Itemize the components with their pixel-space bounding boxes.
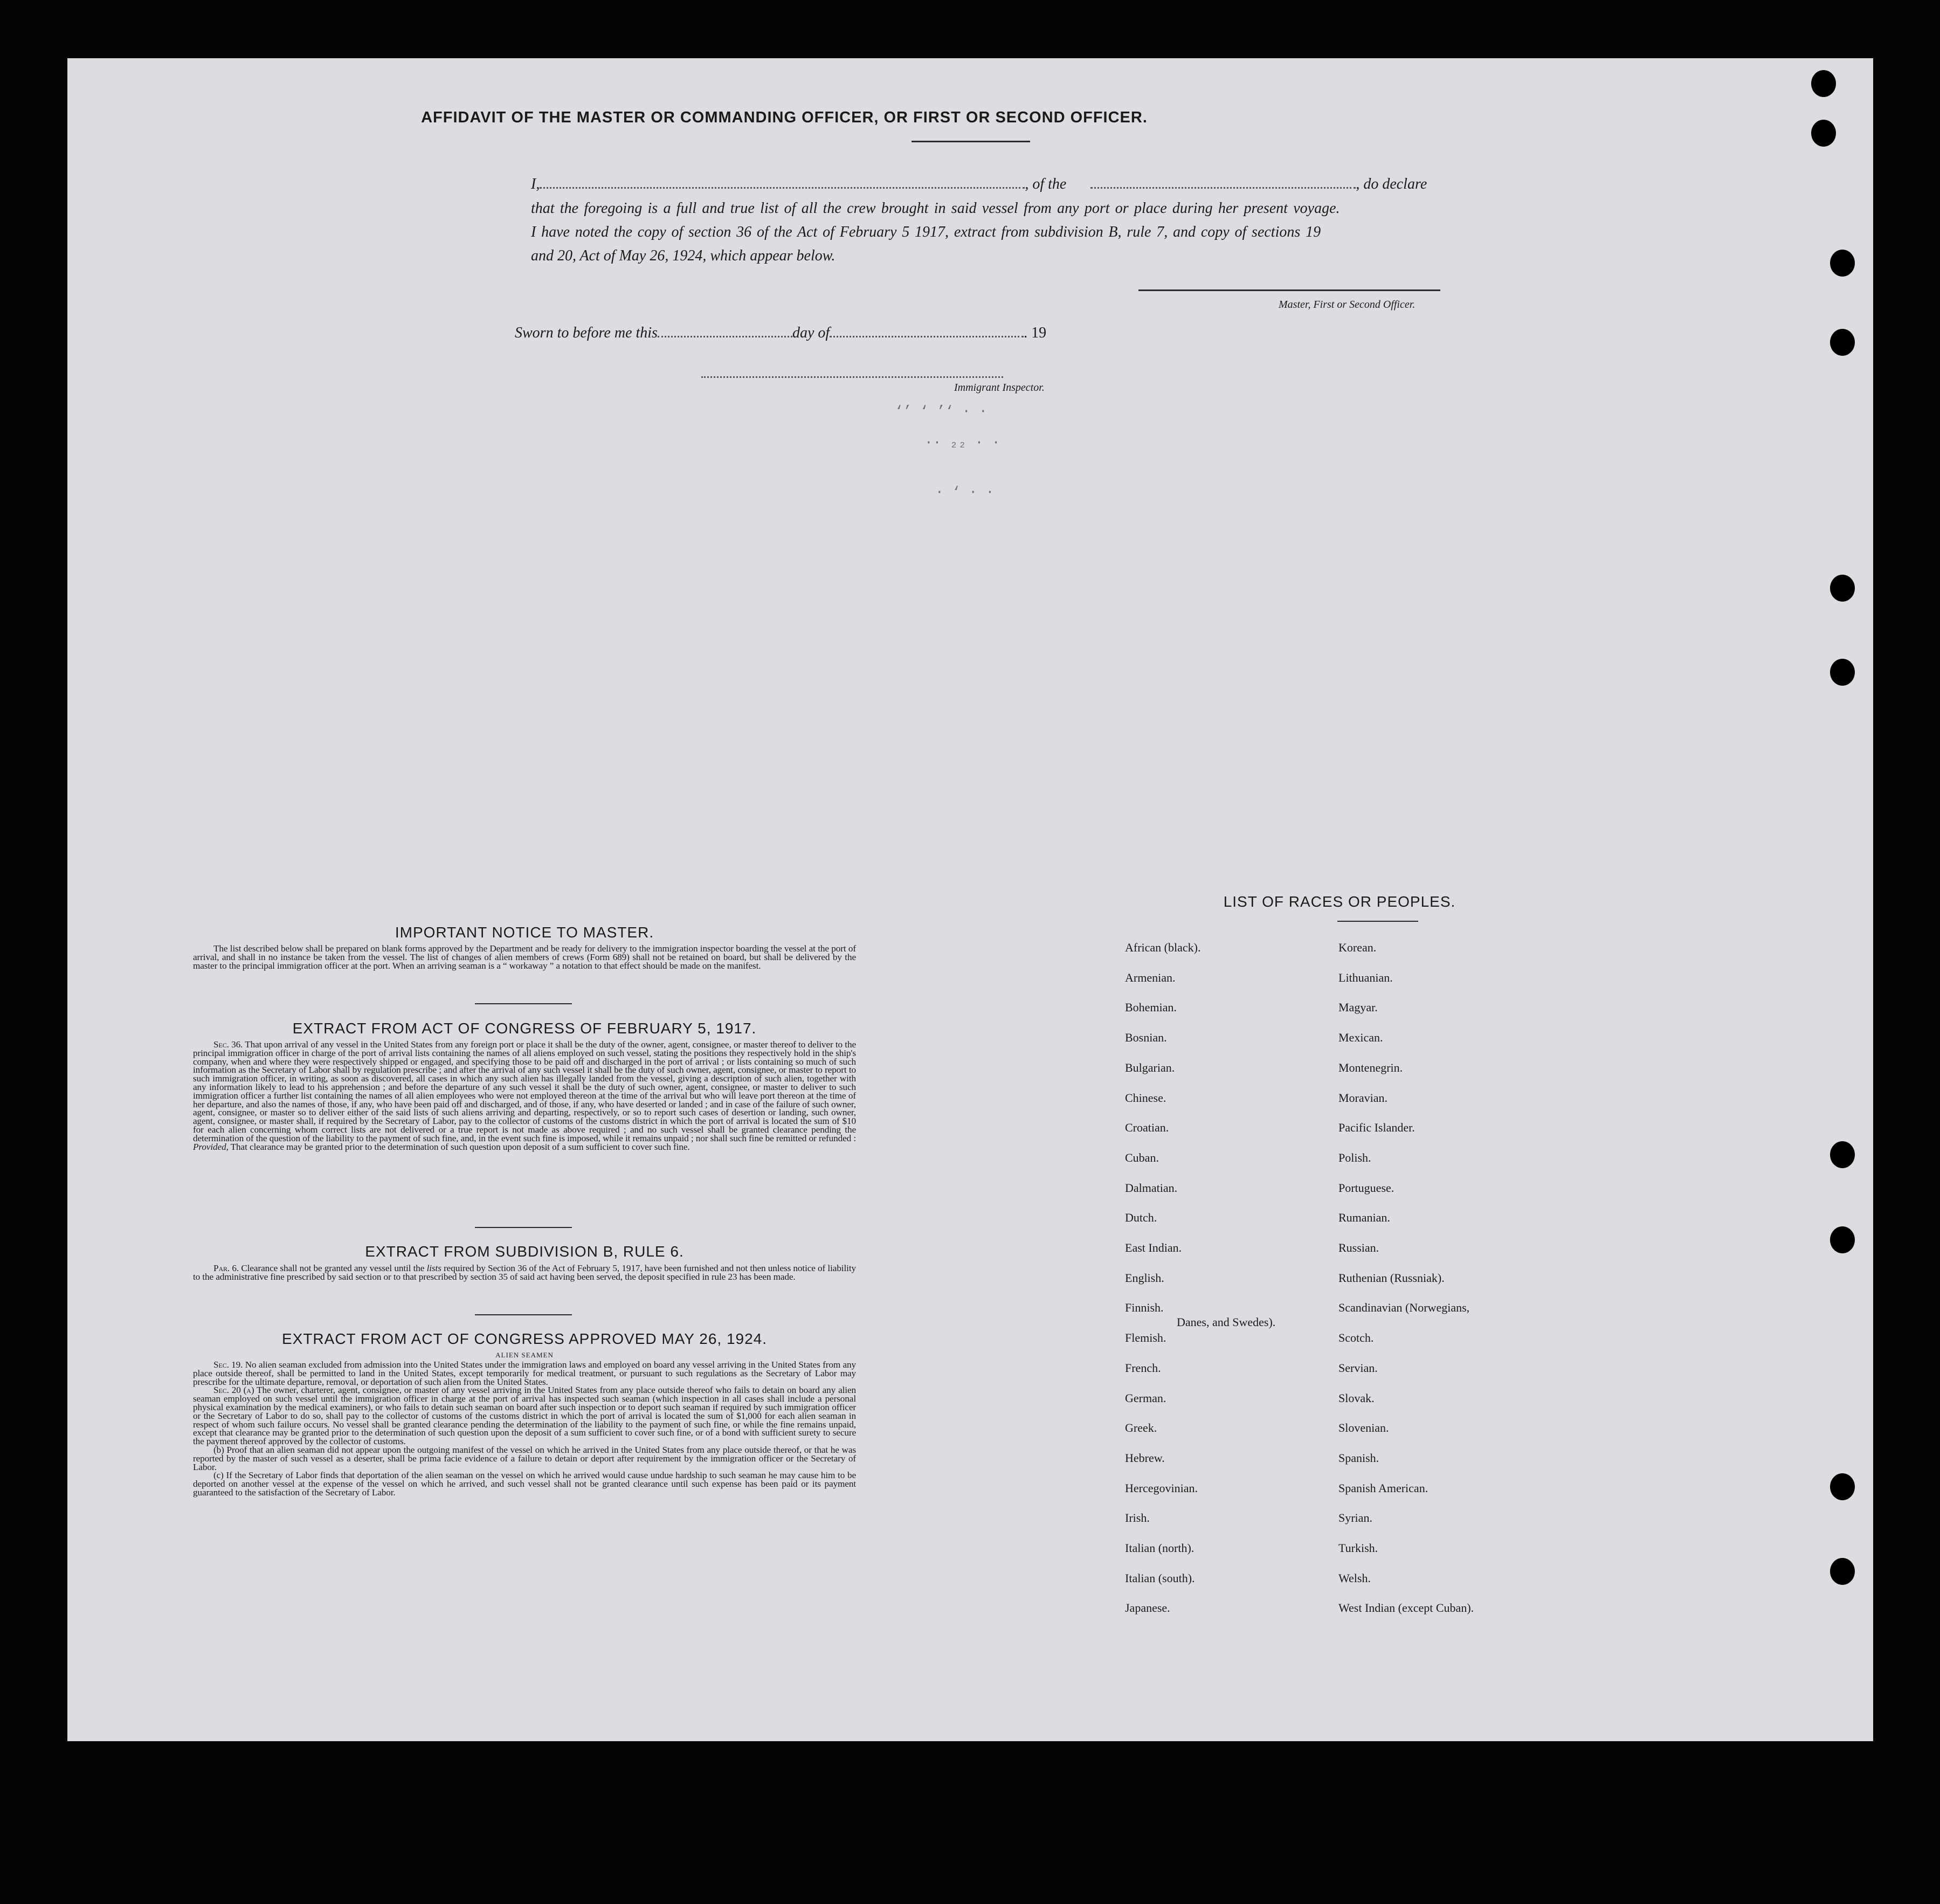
sworn-day-of: day of	[792, 325, 830, 341]
punch-hole	[1830, 1473, 1855, 1500]
rule6-text-a: Clearance shall not be granted any vessel until the	[241, 1263, 425, 1273]
race-item: Servian.	[1338, 1361, 1378, 1375]
extract-1917-body	[193, 1040, 856, 1151]
race-item: Mexican.	[1338, 1031, 1383, 1045]
divider	[475, 1003, 572, 1004]
title-rule	[912, 141, 1030, 142]
race-item: Flemish.	[1125, 1331, 1166, 1345]
race-item: West Indian (except Cuban).	[1338, 1601, 1474, 1615]
declaration-i: I,	[531, 176, 540, 192]
race-item: Dutch.	[1125, 1211, 1157, 1225]
punch-hole	[1830, 575, 1855, 602]
race-item: French.	[1125, 1361, 1161, 1375]
sec-19-label: Sec. 19.	[213, 1360, 243, 1370]
notice-body	[193, 944, 856, 970]
extract-1924-body	[193, 1361, 856, 1497]
lists-word: lists	[426, 1263, 441, 1273]
races-title-rule	[1337, 921, 1418, 922]
declaration-line-3: I have noted the copy of section 36 of the Act of February 5 1917, extract from subdivision B, rule 7, and copy of sections 19	[531, 224, 1321, 240]
sec-36-text-end: That clearance may be granted prior to the determination of such question upon deposit of a sum sufficient to cover such fine.	[230, 1141, 690, 1152]
race-item: Hebrew.	[1125, 1451, 1165, 1465]
race-item: Slovenian.	[1338, 1421, 1389, 1435]
sec-20c-text: If the Secretary of Labor finds that deportation of the alien seaman on the vessel on which he arrived would cause undue hardship to such seaman he may cause him to be deported on another vessel at the expense of the vessel on which he arrived, and such vessel shall not be granted clearance until such expense has been paid or its payment guaranteed to the satisfaction of the Secretary of Labor.	[193, 1470, 856, 1498]
notice-title: IMPORTANT NOTICE TO MASTER.	[395, 924, 654, 941]
race-item: Moravian.	[1338, 1091, 1388, 1105]
race-item: East Indian.	[1125, 1241, 1182, 1254]
bleed-through-marks: · ‘ · ·	[935, 484, 995, 500]
race-item: Turkish.	[1338, 1541, 1378, 1555]
race-item: Welsh.	[1338, 1571, 1371, 1585]
sec-20a-text: The owner, charterer, agent, consignee, or master of any vessel arriving in the United States from any place outside thereof who fails to detain on board any alien seaman employed on such vessel until the immigration officer in charge at the port of arrival has inspected such seaman (which inspection in all cases shall include a personal physical examination by the medical examiners), or who fails to detain such seaman on board after such inspection or to deport such seaman if required by such immigration officer or the Secretary of Labor to do so, shall pay to the collector of customs of the customs district in which the port of arrival is located the sum of $1,000 for each alien seaman in respect of whom such failure occurs. No vessel shall be granted clearance pending the determination of the liability to the payment of such fine, or while the fine remains unpaid, except that clearance may be granted prior to the determination of such question upon the deposit of a sum sufficient to cover such fine, or of a bond with sufficient surety to secure the payment thereof approved by the collector of customs.	[193, 1385, 857, 1447]
extract-rule6-body	[193, 1264, 856, 1281]
declaration-line-2: that the foregoing is a full and true list of all the crew brought in said vessel from any port or place during her present voyage.	[531, 200, 1340, 217]
sec-20b-label: (b)	[213, 1444, 224, 1455]
punch-hole	[1830, 1141, 1855, 1168]
notice-text: The list described below shall be prepared on blank forms approved by the Department and be ready for delivery to the immigration inspector boarding the vessel at the port of arrival, and shall in no instance be taken from the vessel. The list of changes of alien members of crews (Form 689) shall not be retained on board, but shall be delivered by the master to the principal immigration officer at the port. When an arriving seaman is a “ workaway ” a notation to that effect should be made on the manifest.	[193, 943, 856, 971]
sec-20-label: Sec. 20 (a)	[213, 1385, 254, 1396]
race-item: Scandinavian (Norwegians,	[1338, 1301, 1470, 1315]
race-item: Scotch.	[1338, 1331, 1374, 1345]
sworn-text: Sworn to before me this	[515, 325, 658, 341]
divider	[475, 1227, 572, 1228]
sec-36-label: Sec. 36.	[213, 1039, 243, 1050]
vessel-field[interactable]	[1090, 185, 1356, 189]
race-item: Magyar.	[1338, 1001, 1378, 1015]
race-item: Montenegrin.	[1338, 1060, 1403, 1074]
race-item: Greek.	[1125, 1421, 1157, 1435]
race-item: Cuban.	[1125, 1150, 1159, 1164]
punch-hole	[1830, 1558, 1855, 1585]
race-item: Syrian.	[1338, 1511, 1372, 1525]
race-item: Italian (north).	[1125, 1541, 1195, 1555]
race-item: Polish.	[1338, 1150, 1371, 1164]
race-item: English.	[1125, 1271, 1164, 1285]
sworn-day-field[interactable]	[658, 334, 792, 337]
race-scandinavian-continued: Danes, and Swedes).	[1177, 1315, 1276, 1329]
declaration-line-4: and 20, Act of May 26, 1924, which appear below.	[531, 247, 836, 264]
race-item: Spanish.	[1338, 1451, 1379, 1465]
punch-hole	[1830, 329, 1855, 356]
race-item: Irish.	[1125, 1511, 1150, 1525]
divider	[475, 1314, 572, 1315]
race-item: Italian (south).	[1125, 1571, 1195, 1585]
race-item: Bosnian.	[1125, 1031, 1167, 1045]
race-item: African (black).	[1125, 941, 1201, 954]
race-item: German.	[1125, 1391, 1166, 1405]
bleed-through-marks: ·· ₂₂ · ·	[924, 434, 1000, 451]
alien-seamen-subtitle: ALIEN SEAMEN	[495, 1351, 554, 1359]
extract-1917-title: EXTRACT FROM ACT OF CONGRESS OF FEBRUARY 5, 1917.	[292, 1020, 757, 1037]
extract-1924-title: EXTRACT FROM ACT OF CONGRESS APPROVED MAY 26, 1924.	[281, 1330, 768, 1347]
race-item: Slovak.	[1338, 1391, 1375, 1405]
race-item: Hercegovinian.	[1125, 1481, 1198, 1495]
punch-hole	[1811, 120, 1836, 147]
punch-hole	[1830, 659, 1855, 686]
punch-hole	[1830, 1226, 1855, 1253]
race-item: Armenian.	[1125, 970, 1176, 984]
race-item: Bohemian.	[1125, 1001, 1177, 1015]
punch-hole	[1811, 70, 1836, 97]
inspector-signature-line[interactable]	[701, 374, 1003, 378]
sworn-month-field[interactable]	[830, 334, 1024, 337]
race-item: Russian.	[1338, 1241, 1379, 1254]
name-field[interactable]	[540, 185, 1025, 189]
sec-19-text: No alien seaman excluded from admission into the United States under the immigration laws and employed on board any vessel arriving in the United States from any place outside thereof, shall be permitted to land in the United States, except temporarily for medical treatment, or pursuant to such regulations as the Secretary of Labor may prescribe for the ultimate departure, removal, or deportation of such alien from the United States.	[193, 1360, 857, 1387]
bleed-through-marks: ‘’ ‘ ’‘ · ·	[895, 403, 988, 419]
race-item: Pacific Islander.	[1338, 1121, 1415, 1135]
race-item: Portuguese.	[1338, 1181, 1394, 1195]
par-6-label: Par. 6.	[213, 1263, 239, 1273]
affidavit-title: AFFIDAVIT OF THE MASTER OR COMMANDING OFFICER, OR FIRST OR SECOND OFFICER.	[421, 109, 1148, 126]
provided-word: Provided,	[193, 1141, 229, 1152]
signature-line[interactable]	[1138, 289, 1440, 291]
race-item: Lithuanian.	[1338, 970, 1393, 984]
inspector-label: Immigrant Inspector.	[954, 382, 1045, 394]
race-item: Korean.	[1338, 941, 1377, 954]
races-title: LIST OF RACES OR PEOPLES.	[1223, 893, 1456, 910]
declaration-of-the: , of the	[1025, 176, 1067, 192]
race-item: Croatian.	[1125, 1121, 1169, 1135]
sworn-line	[515, 325, 1046, 342]
race-item: Finnish.	[1125, 1301, 1164, 1315]
race-item: Spanish American.	[1338, 1481, 1428, 1495]
race-item: Japanese.	[1125, 1601, 1170, 1615]
signature-label: Master, First or Second Officer.	[1279, 299, 1416, 311]
sec-36-text: That upon arrival of any vessel in the United States from any foreign port or place it shall be the duty of the owner, agent, consignee, or master thereof to deliver to the principal immigration officer in charge of the port of arrival lists containing the names of all aliens employed on such vessel, stating the positions they respectively hold in the ship's company, when and where they were respectively shipped or engaged, and specifying those to be paid off and discharged in the port of arrival ; or lists containing so much of such information as the Secretary of Labor shall by regulation prescribe ; and after the arrival of any such vessel it shall be the duty of such owner, agent, consignee, or master to report to such immigration officer, in writing, as soon as discovered, all cases in which any such alien has illegally landed from the vessel, giving a description of such alien, together with any information likely to lead to his apprehension ; and before the departure of any such vessel it shall be the duty of such owner, agent, consignee, or master to deliver to such immigration officer a further list containing the names of all alien employees who were not employed thereon at the time of the arrival but who will leave port thereon at the time of her departure, and also the names of those, if any, who have been paid off and discharged, and of those, if any, who have deserted or landed ; and in case of the failure of such owner, agent, consignee, or master so to deliver either of the said lists of such aliens arriving and departing, respectively, or so to report such cases of desertion or landing, such owner, agent, consignee, or master shall, if required by the Secretary of Labor, pay to the collector of customs of the customs district in which the port of arrival is located the sum of $10 for each alien concerning whom correct lists are not delivered or a true report is not made as above required ; and no such vessel shall be granted clearance pending the determination of the question of the liability to the payment of such fine, and, in the event such fine is imposed, while it remains unpaid ; nor shall such fine be remitted or refunded :	[193, 1039, 857, 1143]
race-item: Dalmatian.	[1125, 1181, 1178, 1195]
declaration-do-declare: , do declare	[1356, 176, 1427, 192]
sec-20b-text: Proof that an alien seaman did not appear upon the outgoing manifest of the vessel on which he arrived in the United States from any place outside thereof, or that he was reported by the master of such vessel as a deserter, shall be prima facie evidence of a failure to detain or deport after requirement by the immigration officer or the Secretary of Labor.	[193, 1444, 856, 1472]
race-item: Chinese.	[1125, 1091, 1166, 1105]
sworn-year: . 19	[1024, 325, 1047, 341]
sec-20c-label: (c)	[213, 1470, 224, 1481]
rule6-text-b: required by Section 36 of the Act of February 5, 1917, have been furnished and not then unless notice of liability to the administrative fine prescribed by said section or to that prescribed by section 35 of said act having been served, the deposit specified in rule 23 has been made.	[193, 1263, 857, 1282]
declaration-line-1	[531, 176, 1427, 193]
document-sheet	[67, 58, 1873, 1741]
extract-rule6-title: EXTRACT FROM SUBDIVISION B, RULE 6.	[365, 1243, 684, 1260]
race-item: Rumanian.	[1338, 1211, 1390, 1225]
race-item: Ruthenian (Russniak).	[1338, 1271, 1445, 1285]
punch-hole	[1830, 250, 1855, 277]
race-item: Bulgarian.	[1125, 1060, 1175, 1074]
